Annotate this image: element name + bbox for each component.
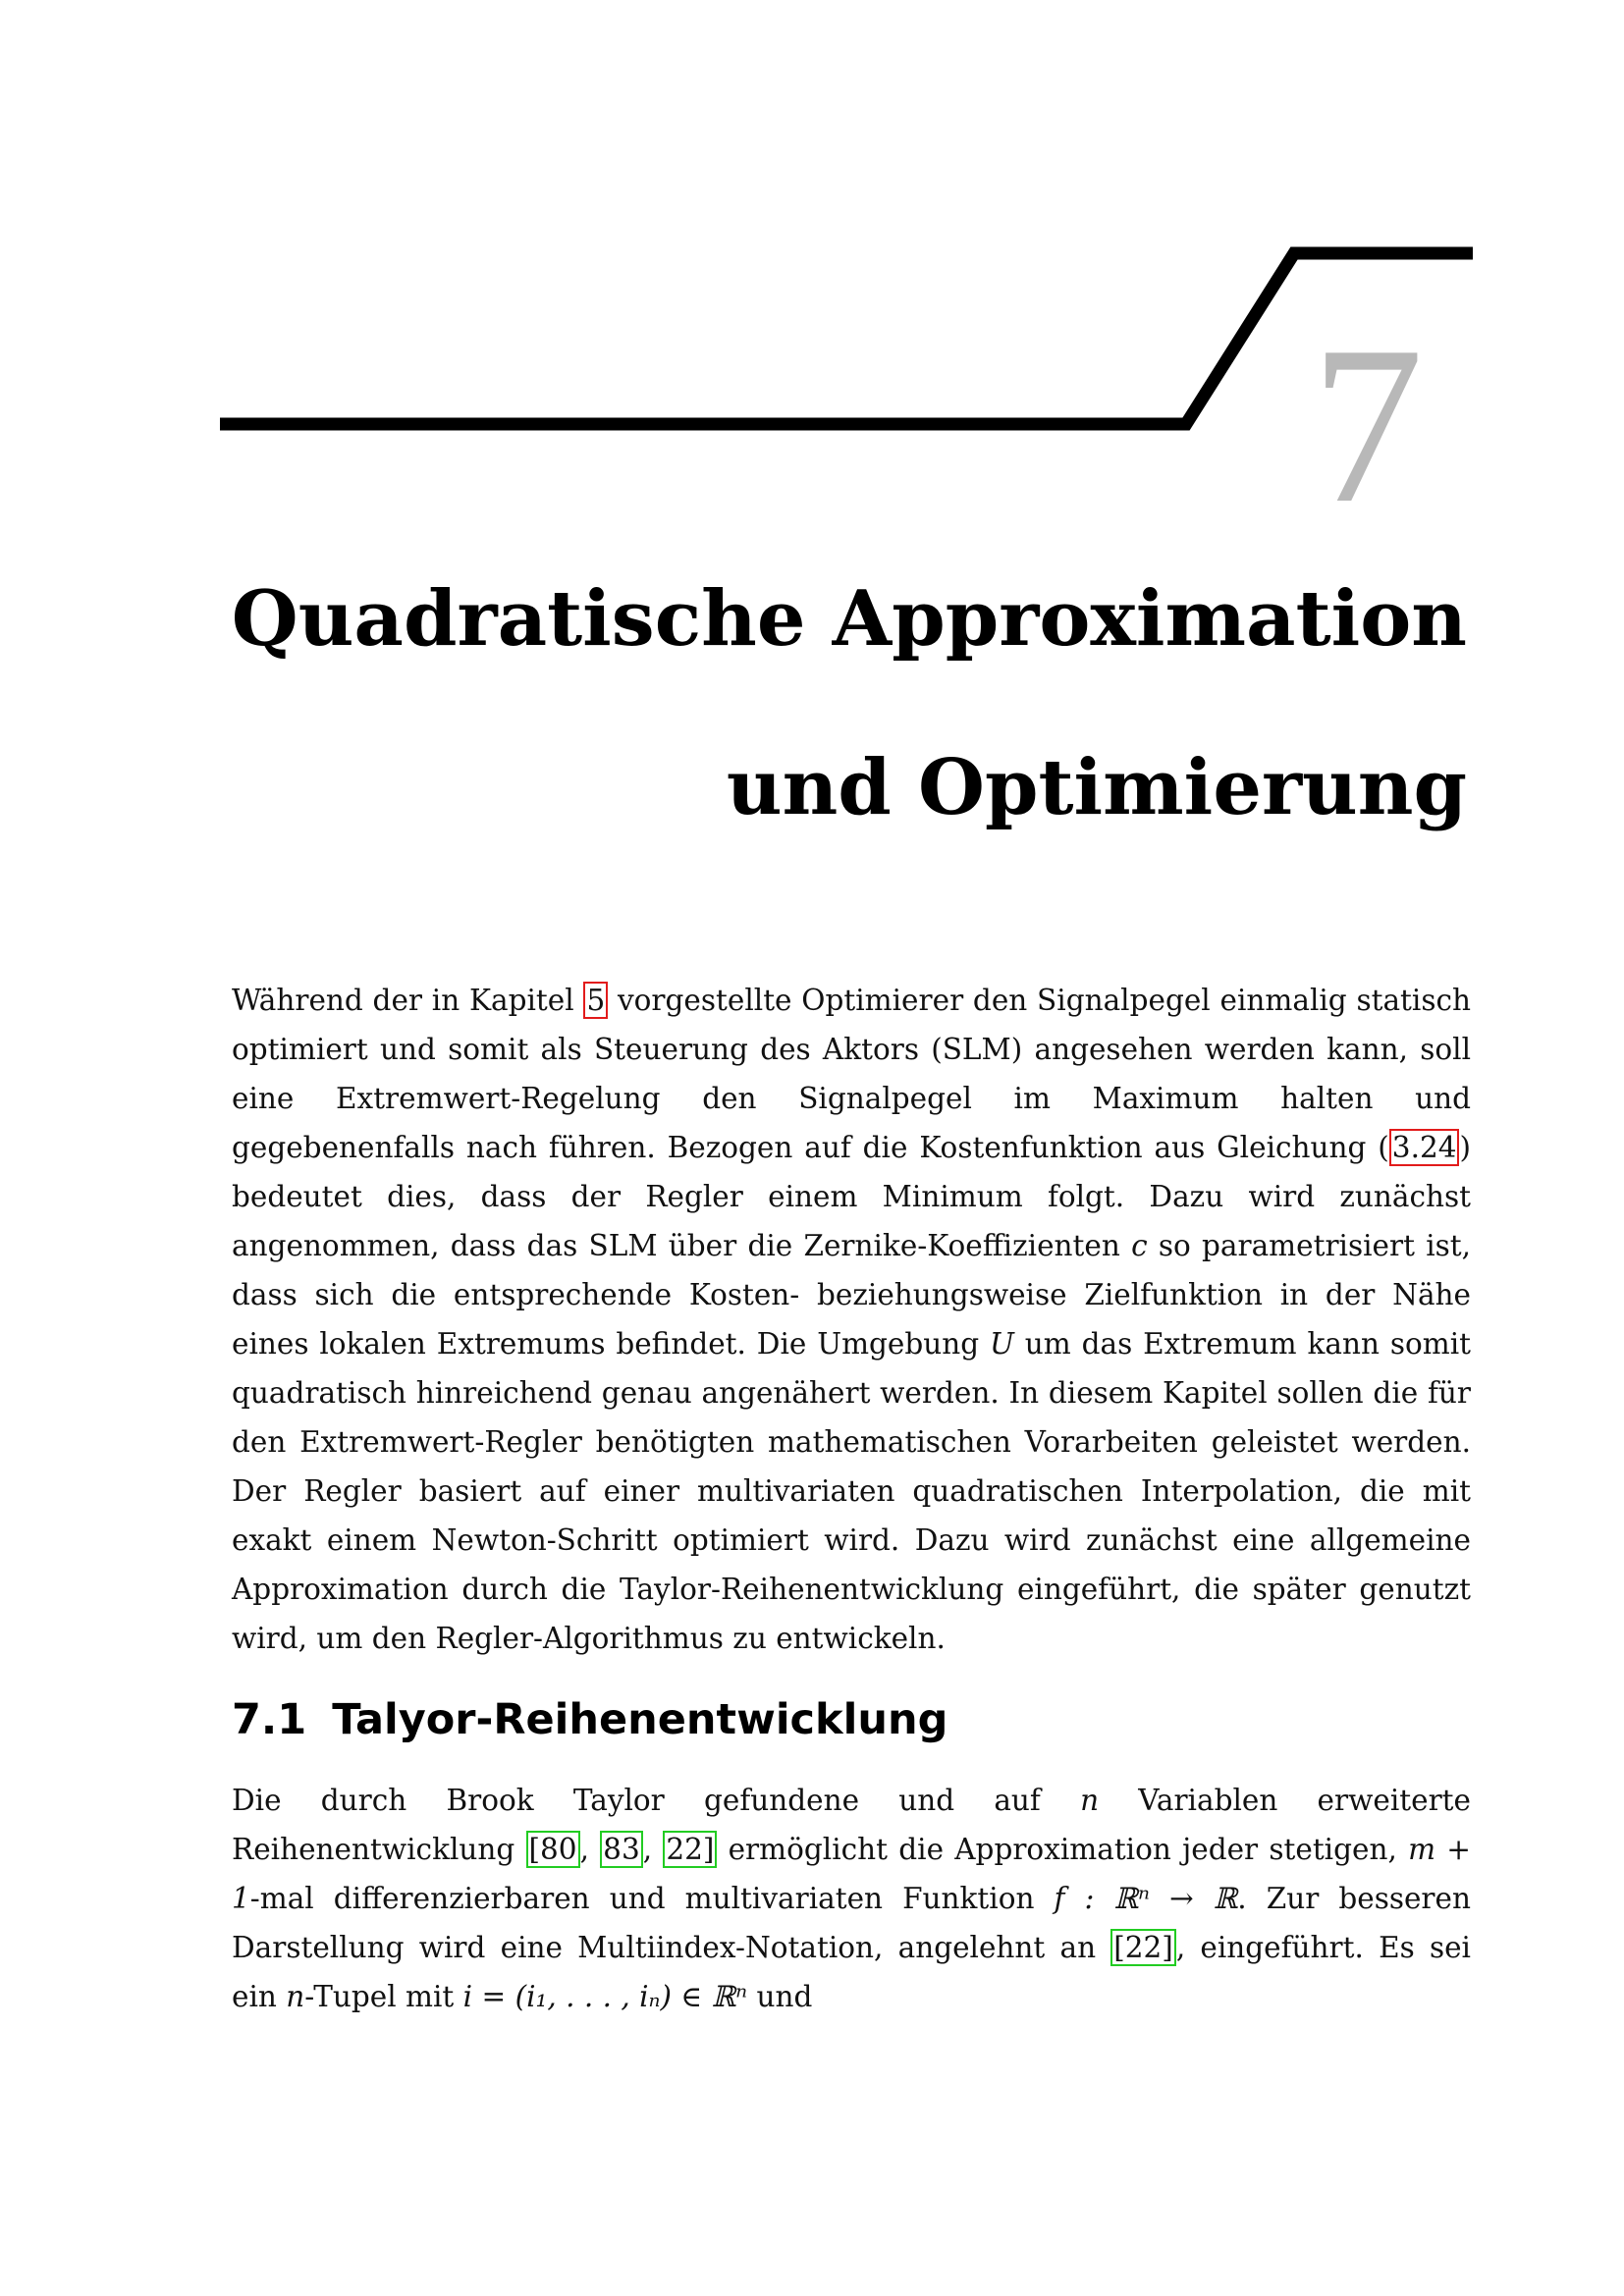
math-expression: i = (i₁, . . . , iₙ) ∈ ℝⁿ bbox=[462, 1980, 748, 2013]
section-text: Variablen erweiterte Reihenentwicklung bbox=[232, 1784, 1471, 1866]
intro-text: um das Extremum kann somit quadratisch hinreichend genau angenähert werden. In diesem Kapitel sollen die für den Extremwert-Regler benötigten mathematischen Vorarbeiten geleistet werden. Der Regler basiert auf einer multivariaten quadratischen Interpolation, die mit exakt einem Newton-Schritt optimiert wird. Dazu wird zunächst eine allgemeine Approximation durch die Taylor-Reihenentwicklung eingeführt, die später genutzt wird, um den Regler-Algorithmus zu entwickeln. bbox=[232, 1327, 1472, 1655]
intro-paragraph bbox=[232, 976, 1471, 1663]
math-variable: n bbox=[286, 1980, 305, 2013]
citation-link[interactable]: [80 bbox=[526, 1831, 580, 1868]
chapter-number: 7 bbox=[1311, 299, 1424, 550]
section-text: , eingeführt. Es sei ein bbox=[232, 1931, 1471, 2013]
math-variable: c bbox=[1131, 1229, 1148, 1262]
math-variable: n bbox=[1080, 1784, 1100, 1817]
chapter-title-line-2: und Optimierung bbox=[726, 743, 1467, 832]
math-expression: m + 1 bbox=[232, 1833, 1471, 1915]
citation-link[interactable]: [22] bbox=[1110, 1929, 1176, 1966]
section-heading bbox=[232, 1690, 947, 1749]
section-title: Talyor-Reihenentwicklung bbox=[332, 1695, 948, 1744]
section-text: . Zur besseren Darstellung wird eine Multiindex-Notation, angelehnt an bbox=[232, 1882, 1471, 1964]
intro-text: so parametrisiert ist, dass sich die entsprechende Kosten- beziehungsweise Zielfunktion in der Nähe eines lokalen Extremums befindet. Die Umgebung bbox=[232, 1229, 1472, 1361]
section-text: ermöglicht die Approximation jeder stetigen, bbox=[717, 1833, 1409, 1866]
section-text: -Tupel mit bbox=[304, 1980, 463, 2013]
section-text: Die durch Brook Taylor gefundene und auf bbox=[232, 1784, 1081, 1817]
intro-text: Während der in Kapitel bbox=[232, 984, 584, 1017]
section-number: 7.1 bbox=[232, 1695, 307, 1744]
chapter-reference-link[interactable]: 5 bbox=[583, 982, 608, 1019]
citation-separator: , bbox=[579, 1833, 601, 1866]
math-expression: f : ℝⁿ → ℝ bbox=[1054, 1882, 1238, 1915]
citation-separator: , bbox=[642, 1833, 664, 1866]
citation-link[interactable]: 83 bbox=[600, 1831, 643, 1868]
section-text: -mal differenzierbaren und multivariaten Funktion bbox=[249, 1882, 1055, 1915]
citation-link[interactable]: 22] bbox=[663, 1831, 717, 1868]
intro-text: vorgestellte Optimierer den Signalpegel einmalig statisch optimiert und somit als Steuerung des Aktors (SLM) angesehen werden kann, soll eine Extremwert-Regelung den Signalpegel im Maximum halten und gegebenenfalls nach führen. Bezogen auf die Kostenfunktion aus Gleichung ( bbox=[232, 984, 1471, 1164]
chapter-title-line-1: Quadratische Approximation bbox=[231, 574, 1467, 664]
intro-text: ) bedeutet dies, dass der Regler einem Minimum folgt. Dazu wird zunächst angenommen, dass das SLM über die Zernike-Koeffizienten bbox=[232, 1131, 1471, 1262]
section-text: und bbox=[747, 1980, 813, 2013]
math-variable: U bbox=[990, 1327, 1014, 1361]
equation-reference-link[interactable]: 3.24 bbox=[1389, 1129, 1460, 1166]
section-paragraph bbox=[232, 1776, 1471, 2021]
